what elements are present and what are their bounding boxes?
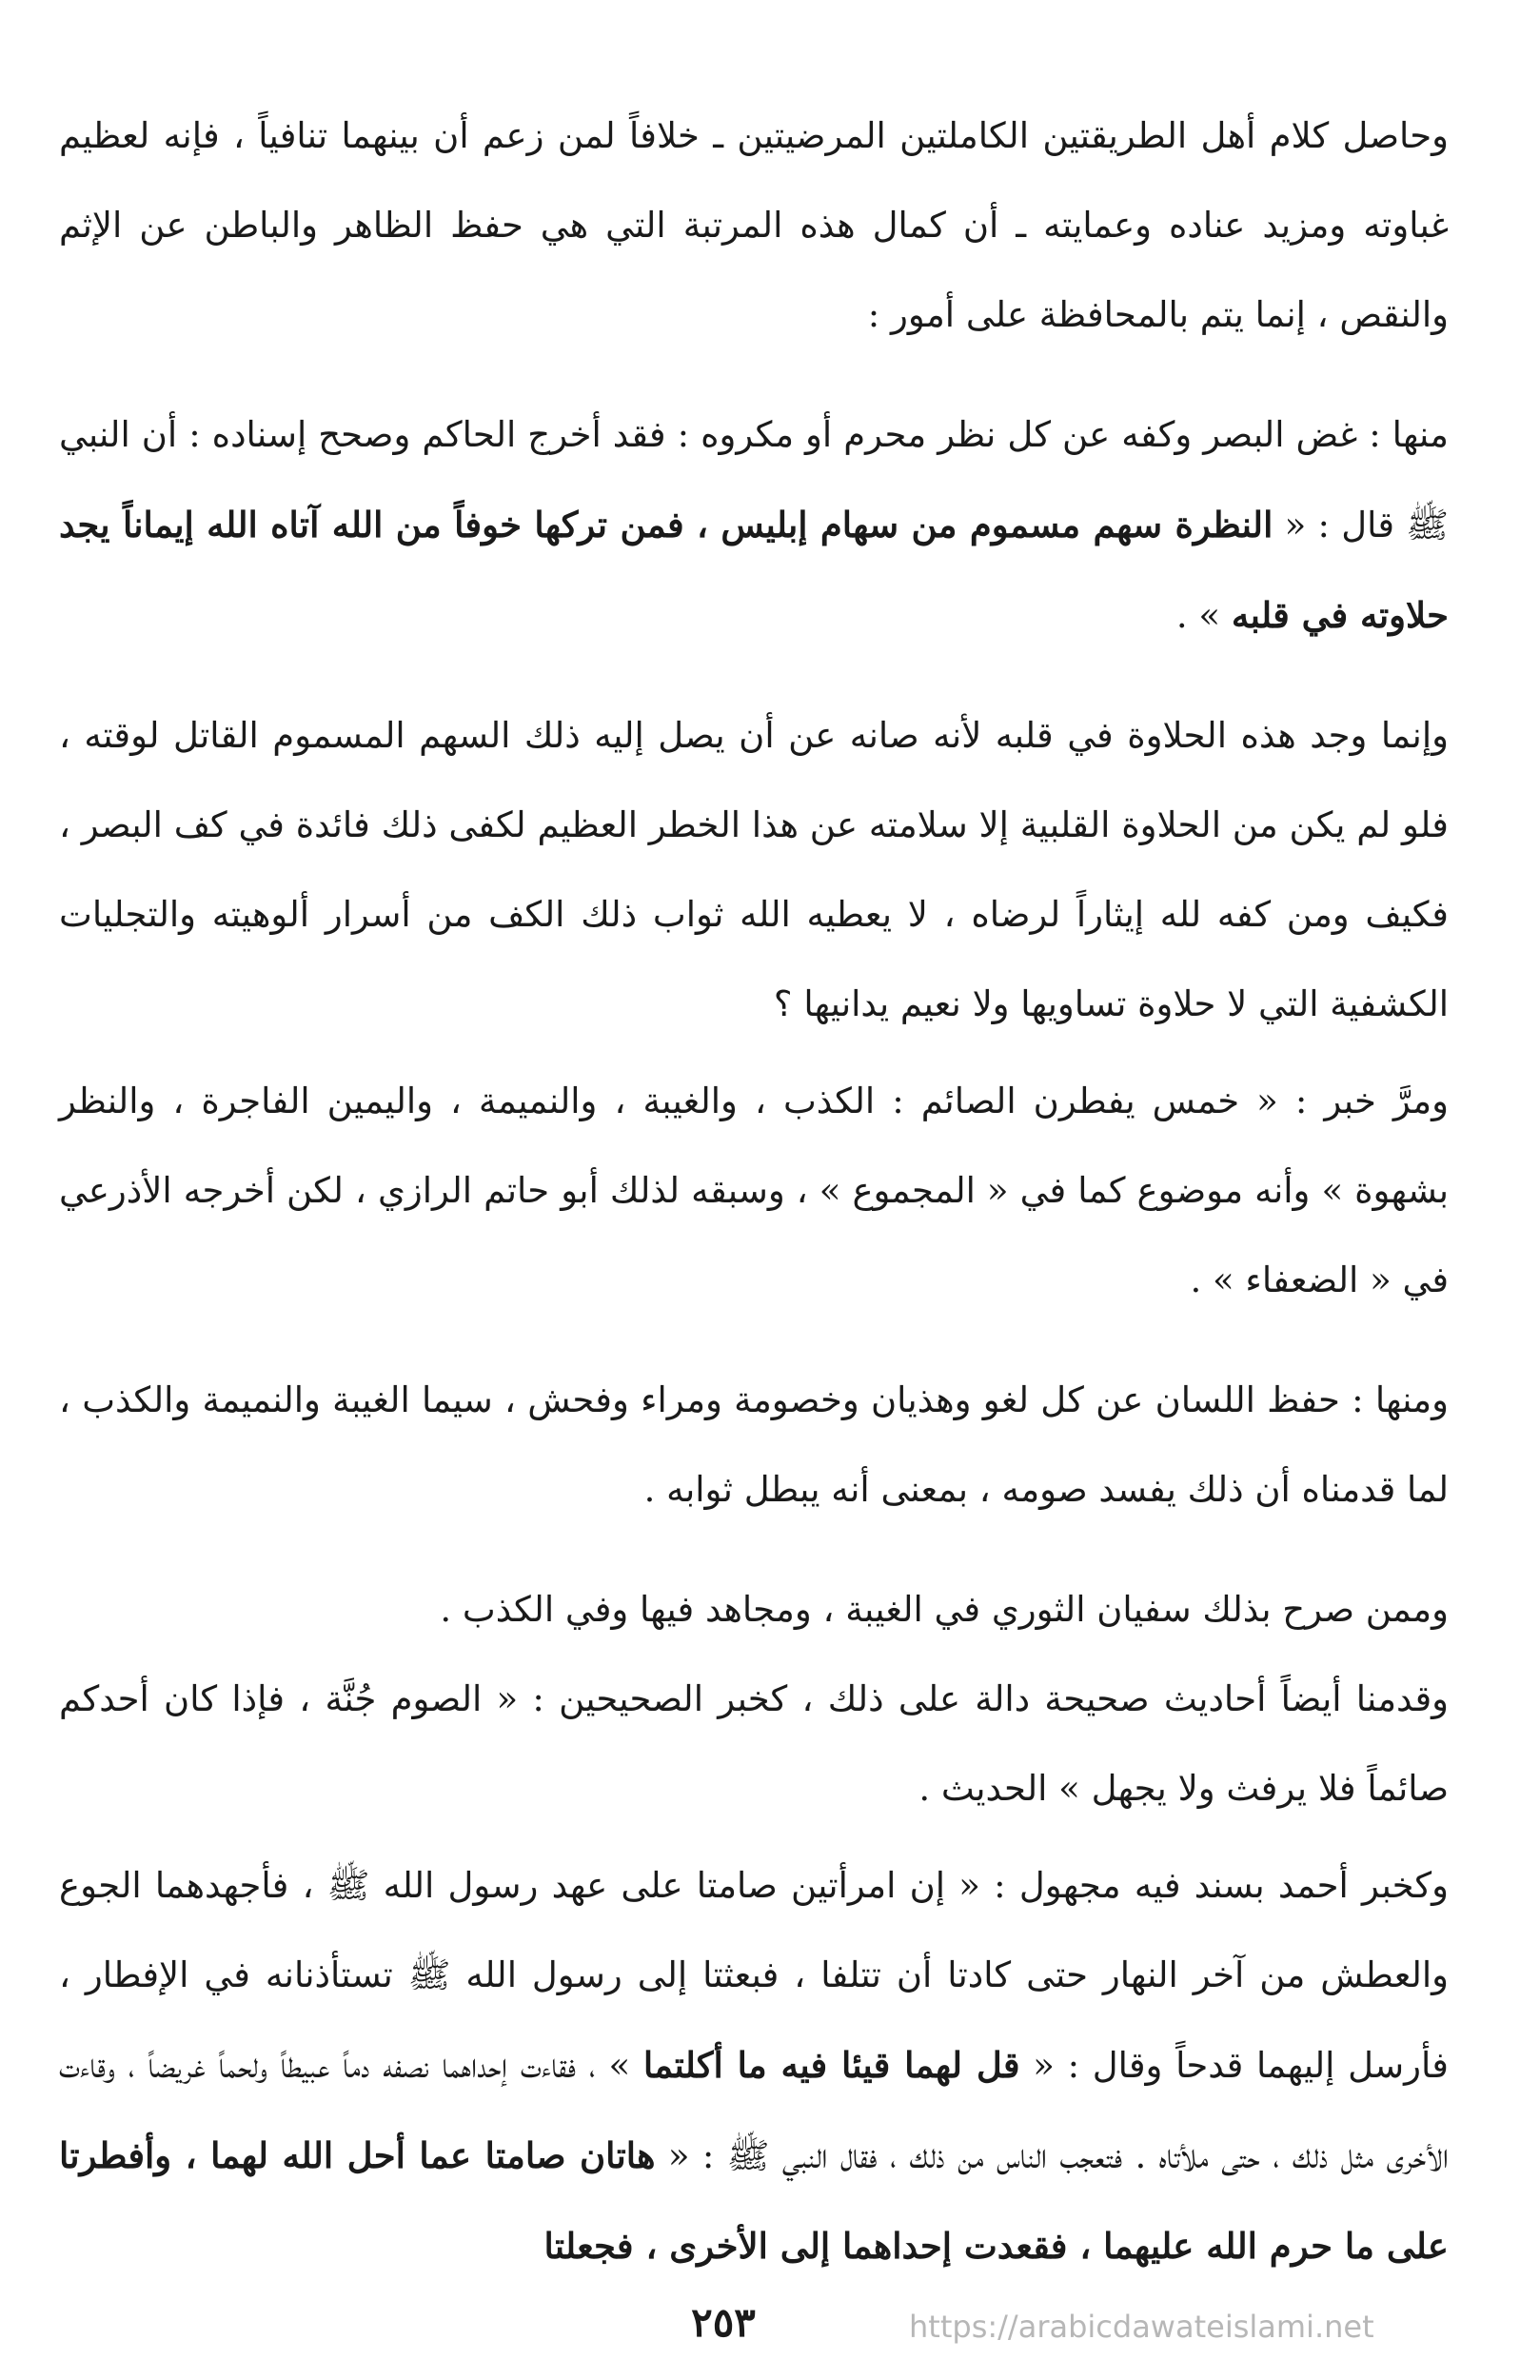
watermark-url: https://arabicdawateislami.net [909,2309,1374,2345]
page-number: ٢٥٣ [691,2299,756,2346]
paragraph-five-things [59,1057,1449,1325]
paragraph-gap [59,1535,1449,1565]
paragraph-text: وإنما وجد هذه الحلاوة في قلبه لأنه صانه عن أن يصل إليه ذلك السهم المسموم القاتل لوقته ، فلو لم يكن من الحلاوة القلبية إلا سلامته عن هذا الخطر العظيم لكفى ذلك فائدة في كف البصر ، فكيف ومن كفه لله إيثاراً لرضاه ، لا يعطيه الله ثواب ذلك الكف من أسرار ألوهيته والتجليات الكشفية التي لا حلاوة تساويها ولا نعيم يدانيها ؟ [59,715,1449,1024]
hadith-quote: قل لهما قيئا فيه ما أكلتما [642,2044,1020,2086]
paragraph-text: ومنها : حفظ اللسان عن كل لغو وهذيان وخصومة ومراء وفحش ، سيما الغيبة والنميمة والكذب ، لما قدمناه أن ذلك يفسد صومه ، بمعنى أنه يبطل ثوابه . [59,1379,1449,1510]
paragraph-gap [59,661,1449,691]
paragraph-text: وممن صرح بذلك سفيان الثوري في الغيبة ، ومجاهد فيها وفي الكذب . [440,1589,1449,1630]
paragraph-text: منها : غض البصر وكفه عن كل نظر محرم أو مكروه : فقد أخرج الحاكم وصحح إسناده : أن النبي ﷺ قال : « [59,414,1449,545]
paragraph-gap [59,1325,1449,1356]
paragraph-text: ومرَّ خبر : « خمس يفطرن الصائم : الكذب ، والغيبة ، والنميمة ، واليمين الفاجرة ، والنظر بشهوة » وأنه موضوع كما في « المجموع » ، وسبقه لذلك أبو حاتم الرازي ، لكن أخرجه الأذرعي في « الضعفاء » . [59,1081,1449,1300]
paragraph-gap [59,360,1449,390]
paragraph-gaze [59,390,1449,661]
paragraph-text: » . [1175,595,1232,636]
hadith-quote: هاتان صامتا عما أحل الله لهما ، وأفطرتا على ما حرم الله عليهما ، فقعدت إحداهما إلى الأخرى ، فجعلتا [59,2134,1449,2267]
hadith-quote: النظرة سهم مسموم من سهام إبليس ، فمن تركها خوفاً من الله آتاه الله إيماناً يجد حلاوته في قلبه [59,504,1449,636]
paragraph-sweetness [59,691,1449,1049]
paragraph-text: » ، فقاءت إحداهما نصفه دماً عبيطاً ولحماً غريضاً ، وقاءت الأخرى مثل ذلك ، حتى ملأتاه . فتعجب الناس من ذلك ، فقال النبي ﷺ : « [59,2045,1449,2176]
paragraph-text: وحاصل كلام أهل الطريقتين الكاملتين المرضيتين ـ خلافاً لمن زعم أن بينهما تنافياً ، فإنه لعظيم غباوته ومزيد عناده وعمايته ـ أن كمال هذه المرتبة التي هي حفظ الظاهر والباطن عن الإثم والنقص ، إنما يتم بالمحافظة على أمور : [59,115,1449,335]
paragraph-two-women [59,1841,1449,2291]
paragraph-sahihayn [59,1655,1449,1834]
paragraph-text: وكخبر أحمد بسند فيه مجهول : « إن امرأتين صامتا على عهد رسول الله ﷺ ، فأجهدهما الجوع والعطش من آخر النهار حتى كادتا أن تتلفا ، فبعثتا إلى رسول الله ﷺ تستأذنانه في الإفطار ، فأرسل إليهما قدحاً وقال : « [59,1865,1449,2086]
page-body [59,91,1449,2291]
paragraph-gap [59,1834,1449,1841]
paragraph-intro [59,91,1449,360]
paragraph-gap [59,1049,1449,1057]
paragraph-text: وقدمنا أيضاً أحاديث صحيحة دالة على ذلك ، كخبر الصحيحين : « الصوم جُنَّة ، فإذا كان أحدكم صائماً فلا يرفث ولا يجهل » الحديث . [59,1678,1449,1809]
paragraph-thawri [59,1565,1449,1655]
paragraph-tongue [59,1356,1449,1535]
